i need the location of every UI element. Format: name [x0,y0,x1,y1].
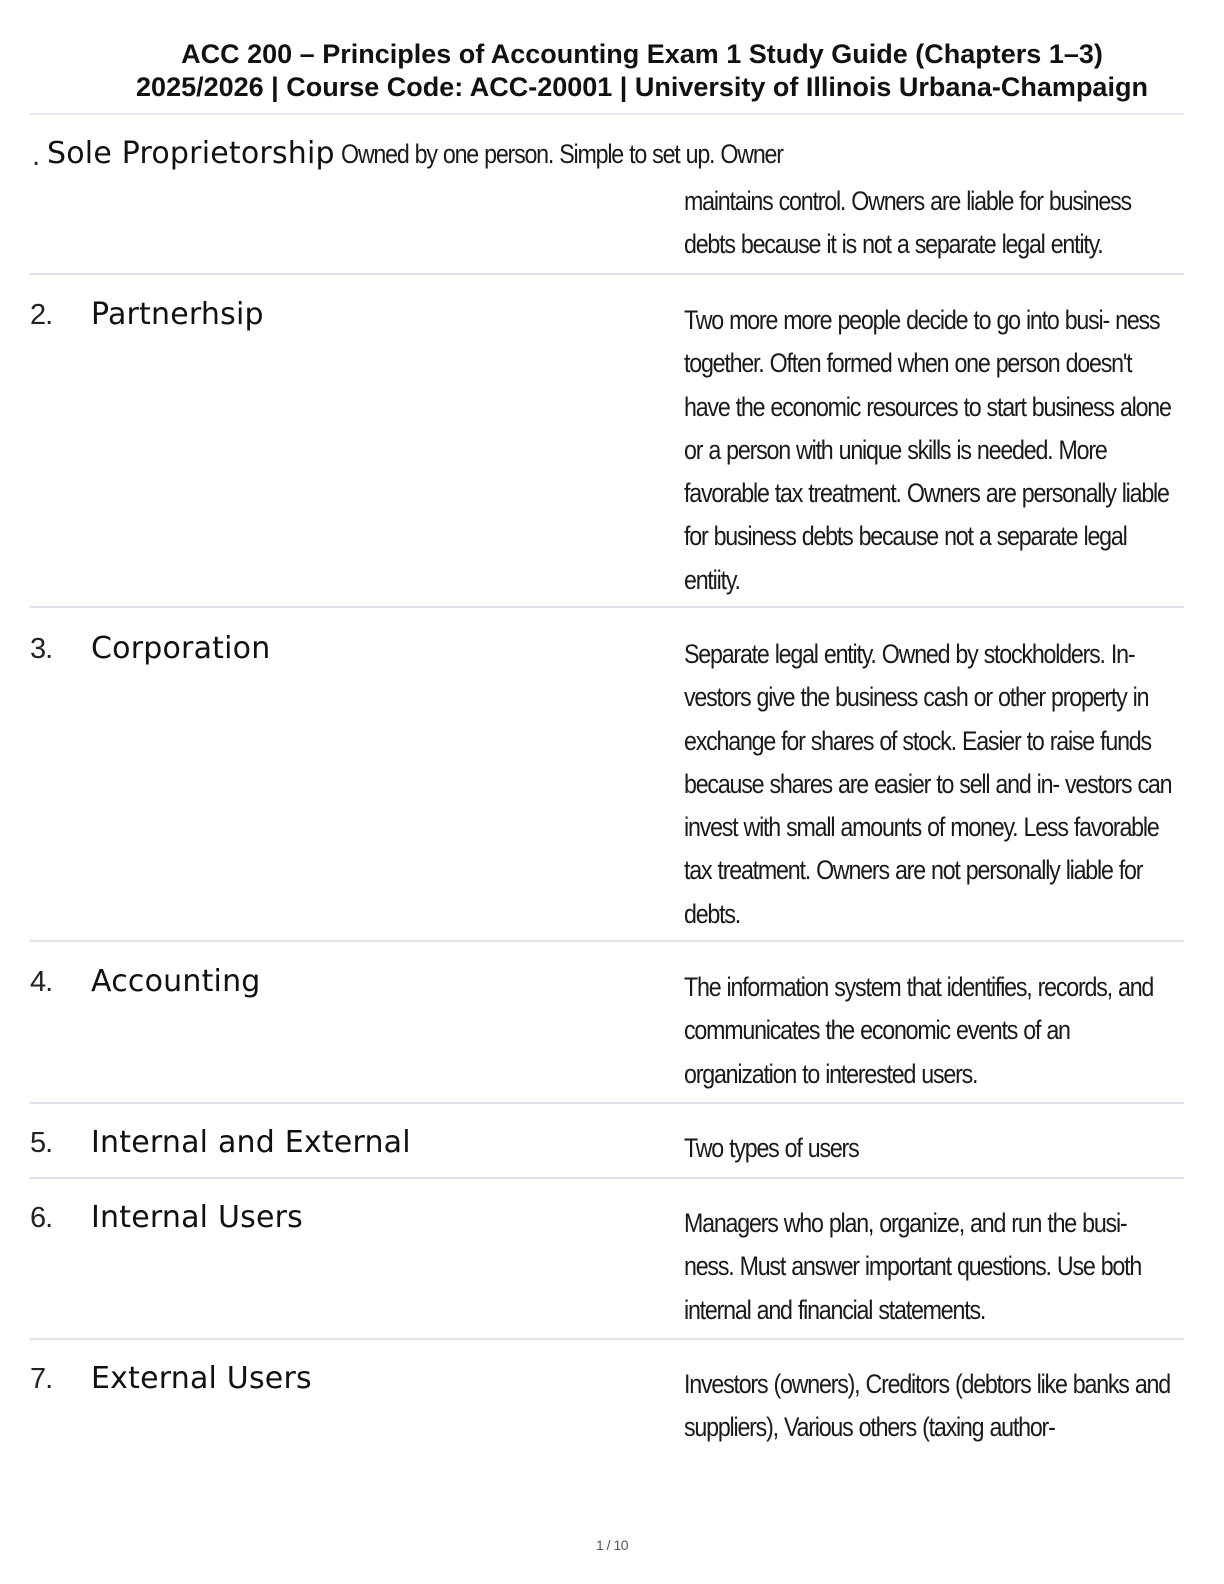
entry-term: Partnerhsip [91,297,264,332]
entry-number: 3. [30,633,53,665]
entry-definition: Investors (owners), Creditors (debtors like banks and suppliers), Various others (taxing author- [684,1369,1170,1443]
entry-divider [30,273,1184,275]
entry-number: 7. [30,1363,53,1395]
entry-term: Sole Proprietorship [47,136,335,171]
entry-definition: Two types of users [684,1133,859,1163]
entry-divider [30,1102,1184,1104]
entry-number: 5. [30,1127,53,1159]
entry-number: 4. [30,966,53,998]
entry-definition: Separate legal entity. Owned by stockholders. In- vestors give the business cash or other property in exchange for shares of stock. Easier to raise funds because shares are easier to sell and in- vestors can invest with small amounts of money. Less favorable tax treatment. Owners are not personally liable for debts. [684,639,1172,929]
document-title: ACC 200 – Principles of Accounting Exam 1 Study Guide (Chapters 1–3) [181,39,1103,69]
page-indicator: 1 / 10 [595,1537,629,1553]
entry-number: . [32,142,40,172]
entry-divider [30,1338,1184,1340]
entry-term: Corporation [91,631,271,666]
document-subtitle: 2025/2026 | Course Code: ACC-20001 | University of Illinois Urbana-Champaign [136,72,1148,102]
entry-definition: maintains control. Owners are liable for business debts because it is not a separate legal entity. [684,186,1131,260]
entry-definition: The information system that identifies, records, and communicates the economic events of an organization to interested users. [684,972,1154,1089]
entry-term: Accounting [91,964,261,999]
list-item [30,136,1184,280]
entry-divider [30,1177,1184,1179]
entry-number: 2. [30,299,53,331]
entry-term: External Users [91,1361,312,1396]
entry-number: 6. [30,1202,53,1234]
entry-definition: Managers who plan, organize, and run the busi- ness. Must answer important questions. Use both internal and financial statements. [684,1208,1142,1325]
entry-term: Internal Users [91,1200,303,1235]
entry-divider [30,940,1184,942]
entry-divider [30,606,1184,608]
entry-term: Internal and External [91,1125,411,1160]
entry-definition: Two more more people decide to go into busi- ness together. Often formed when one person doesn't have the economic resources to start business alone or a person with unique skills is needed. More favorable tax treatment. Owners are personally liable for business debts because not a separate legal entiity. [684,305,1171,595]
entry-definition-first-line: Owned by one person. Simple to set up. Owner [341,139,783,169]
